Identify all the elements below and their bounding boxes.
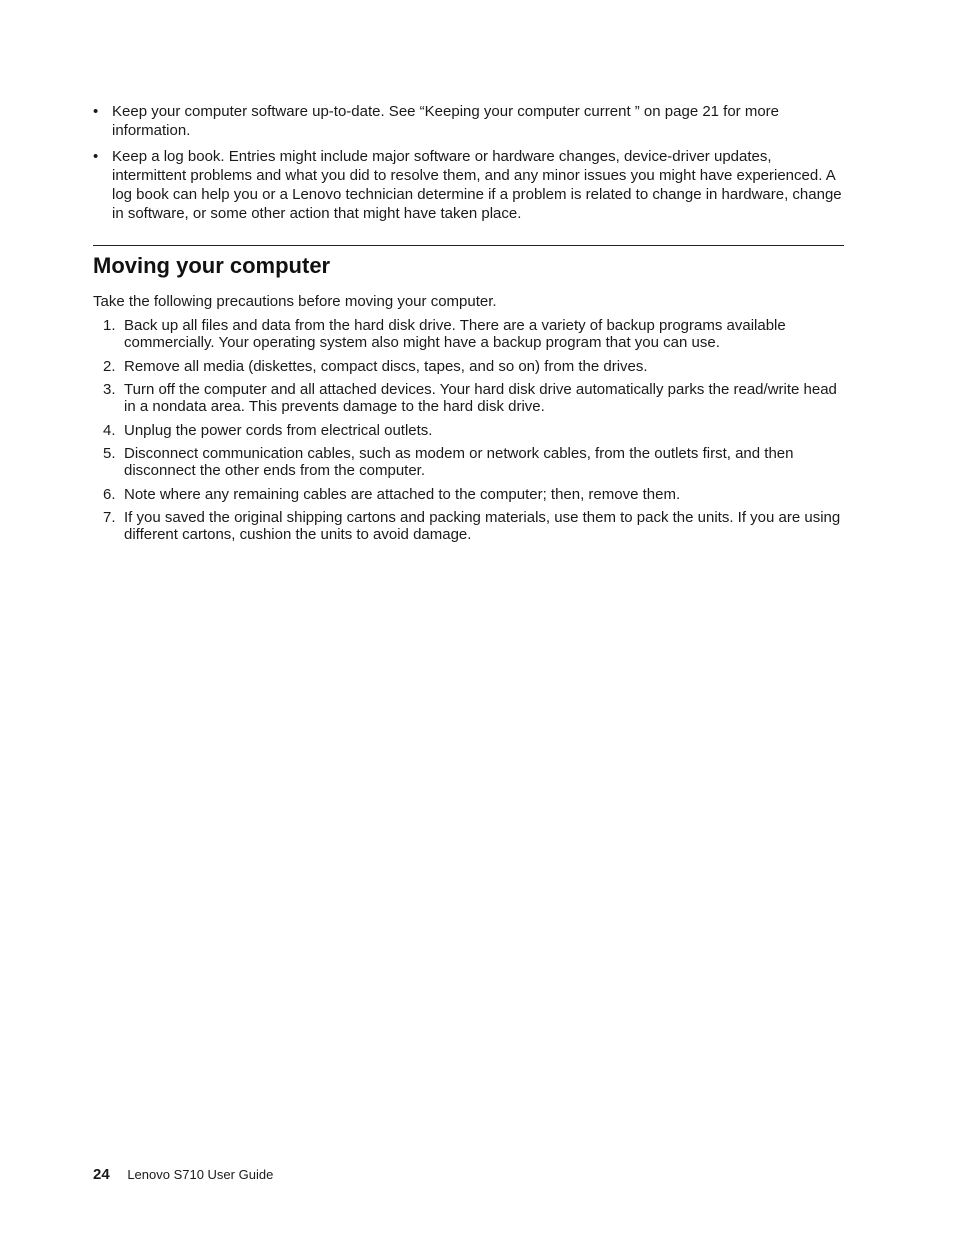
step-number: 6. (103, 485, 116, 503)
step-number: 3. (103, 381, 116, 398)
step-text: Disconnect communication cables, such as modem or network cables, from the outlets first, and then disconnect the other ends from the computer. (124, 445, 794, 479)
step-text: Note where any remaining cables are attached to the computer; then, remove them. (124, 485, 681, 503)
step-text: Remove all media (diskettes, compact discs, tapes, and so on) from the drives. (124, 357, 648, 375)
step-number: 2. (103, 357, 116, 375)
bullet-text: Keep your computer software up-to-date. See “Keeping your computer current ” on page 21 for more information. (112, 103, 780, 139)
page-content (93, 102, 844, 550)
bullet-item (93, 147, 844, 223)
step-text: Turn off the computer and all attached devices. Your hard disk drive automatically parks the read/write head in a nondata area. This prevents damage to the hard disk drive. (124, 381, 837, 415)
bullet-icon: • (93, 148, 99, 165)
list-item (93, 422, 844, 439)
list-item (93, 445, 844, 479)
bullet-text: Keep a log book. Entries might include major software or hardware changes, device-driver updates, intermittent problems and what you did to resolve them, and any minor issues you might have experienced. A log book can help you or a Lenovo technician determine if a problem is related to change in hardware, change in software, or some other action that might have taken place. (112, 148, 842, 222)
section-intro: Take the following precautions before moving your computer. (93, 293, 497, 310)
tips-bullet-list (93, 102, 844, 223)
section-title: Moving your computer (93, 253, 331, 278)
step-text: If you saved the original shipping cartons and packing materials, use them to pack the units. If you are using different cartons, cushion the units to avoid damage. (124, 509, 841, 543)
bullet-icon: • (93, 103, 99, 120)
list-item (93, 509, 844, 543)
section-divider (93, 245, 844, 246)
step-text: Unplug the power cords from electrical outlets. (124, 421, 433, 439)
bullet-item (93, 102, 844, 140)
step-text: Back up all files and data from the hard disk drive. There are a variety of backup programs available commercially. Your operating system also might have a backup program that you can use. (124, 317, 786, 351)
list-item (93, 486, 844, 503)
list-item (93, 381, 844, 415)
steps-list (93, 317, 844, 543)
list-item (93, 317, 844, 351)
page-number: 24 (93, 1166, 110, 1183)
step-number: 4. (103, 421, 116, 439)
step-number: 5. (103, 445, 116, 462)
page-footer (93, 1166, 273, 1184)
guide-title: Lenovo S710 User Guide (127, 1167, 274, 1182)
step-number: 1. (103, 317, 116, 334)
step-number: 7. (103, 509, 116, 526)
list-item (93, 358, 844, 375)
